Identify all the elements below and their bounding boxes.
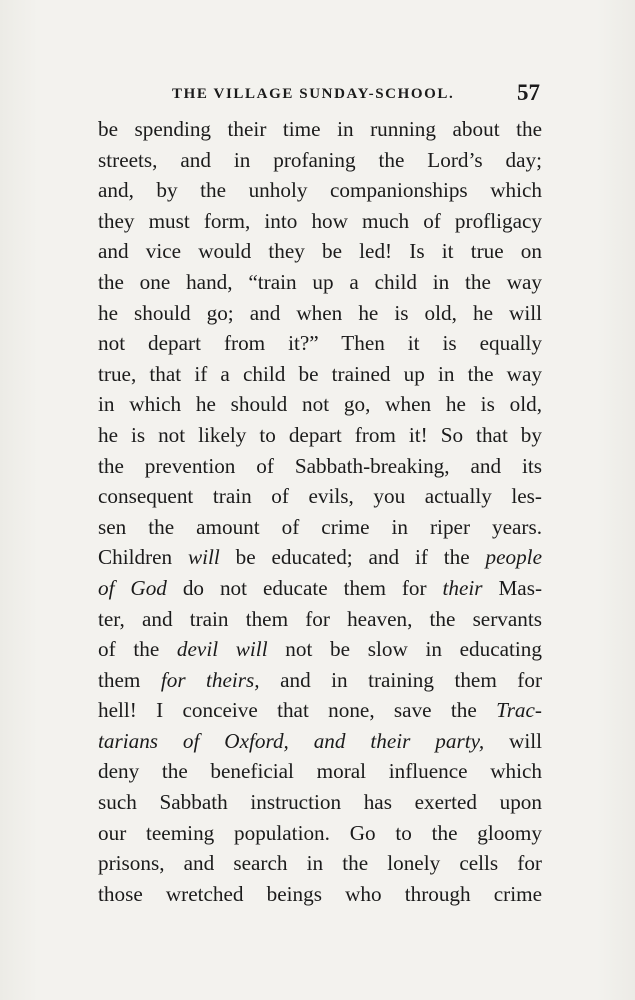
text-segment: them: [98, 667, 161, 692]
text-line: [98, 328, 542, 359]
text-segment: and in training them for: [259, 667, 542, 692]
italic-text: people: [485, 545, 542, 570]
text-line: [98, 573, 542, 604]
text-segment: and, by the unholy companionships which: [98, 178, 542, 203]
italic-text: tarians of Oxford, and their party,: [98, 728, 485, 753]
italic-text: devil will: [176, 637, 268, 662]
text-line: [98, 267, 542, 298]
text-line: [98, 175, 542, 206]
text-segment: be educated; and if the: [219, 545, 486, 570]
text-line: [98, 756, 542, 787]
text-line: [98, 206, 542, 237]
text-line: [98, 359, 542, 390]
text-segment: be spending their time in running about the: [98, 117, 542, 141]
text-line: [98, 481, 542, 512]
text-line: [98, 818, 542, 849]
text-segment: the prevention of Sabbath-breaking, and its: [98, 453, 542, 478]
text-line: [98, 542, 542, 573]
text-segment: the one hand, “train up a child in the way: [98, 269, 542, 294]
text-segment: true, that if a child be trained up in the way: [98, 361, 542, 386]
text-segment: not be slow in educating: [267, 637, 542, 662]
page-number: 57: [517, 80, 540, 105]
text-segment: will: [484, 728, 542, 753]
text-segment: prisons, and search in the lonely cells for: [98, 851, 542, 876]
text-line: [98, 848, 542, 879]
page-header: [98, 80, 542, 110]
text-line: [98, 604, 542, 635]
text-segment: of the: [98, 637, 177, 662]
text-segment: deny the beneficial moral influence which: [98, 759, 542, 784]
text-segment: Children: [98, 545, 188, 570]
text-line: [98, 451, 542, 482]
text-line: [98, 695, 542, 726]
text-segment: consequent train of evils, you actually les-: [98, 484, 542, 509]
text-segment: and vice would they be led! Is it true on: [98, 239, 542, 264]
text-segment: they must form, into how much of profligacy: [98, 208, 542, 233]
text-line: [98, 634, 542, 665]
text-segment: such Sabbath instruction has exerted upon: [98, 790, 542, 815]
text-segment: streets, and in profaning the Lord’s day;: [98, 147, 542, 172]
italic-text: of God: [98, 575, 167, 600]
italic-text: Trac-: [496, 698, 542, 723]
text-segment: not depart from it?” Then it is equally: [98, 331, 542, 356]
text-line: [98, 512, 542, 543]
text-segment: in which he should not go, when he is old,: [98, 392, 542, 417]
text-line: [98, 787, 542, 818]
text-segment: he should go; and when he is old, he will: [98, 300, 542, 325]
text-segment: hell! I conceive that none, save the: [98, 698, 497, 723]
text-segment: Mas-: [482, 575, 542, 600]
body-text: [98, 114, 542, 909]
running-title: THE VILLAGE SUNDAY-SCHOOL.: [172, 86, 455, 102]
italic-text: for theirs,: [160, 667, 260, 692]
text-segment: do not educate them for: [166, 575, 443, 600]
text-line: [98, 726, 542, 757]
text-line: [98, 298, 542, 329]
text-segment: sen the amount of crime in riper years.: [98, 514, 542, 539]
text-segment: those wretched beings who through crime: [98, 881, 542, 906]
text-line: [98, 389, 542, 420]
text-segment: ter, and train them for heaven, the servants: [98, 606, 542, 631]
text-segment: he is not likely to depart from it! So that by: [98, 422, 542, 447]
text-line: [98, 145, 542, 176]
italic-text: will: [188, 545, 220, 570]
text-line: [98, 879, 542, 910]
text-line: [98, 236, 542, 267]
text-line: [98, 665, 542, 696]
text-segment: our teeming population. Go to the gloomy: [98, 820, 542, 845]
text-line: [98, 114, 542, 145]
text-line: [98, 420, 542, 451]
italic-text: their: [442, 575, 483, 600]
